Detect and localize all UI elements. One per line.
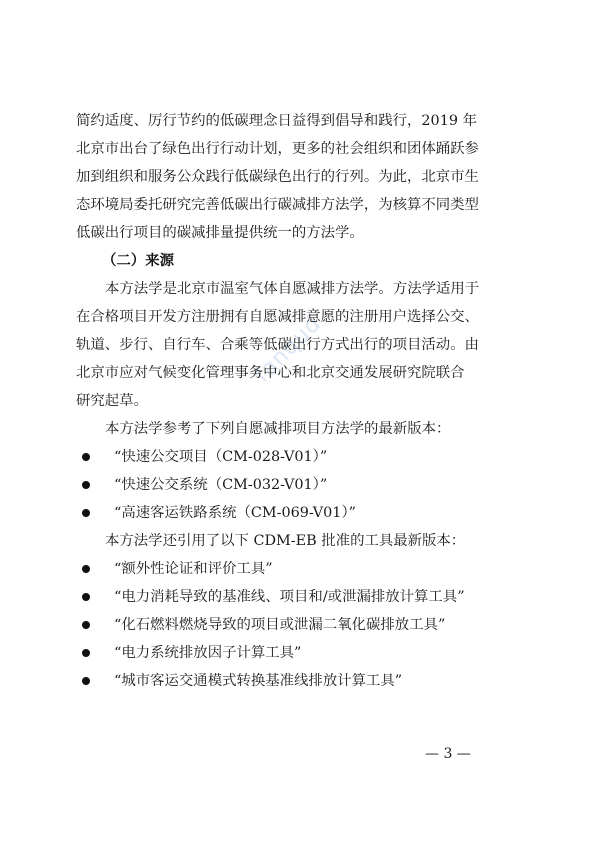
bullet-dot-icon: [82, 593, 90, 601]
tool-text: “电力系统排放因子计算工具”: [114, 645, 302, 661]
paragraph-2-line-1: 本方法学是北京市温室气体自愿减排方法学。方法学适用于: [105, 281, 480, 297]
paragraph-4: 本方法学还引用了以下 CDM-EB 批准的工具最新版本：: [105, 533, 466, 549]
paragraph-1-line-5: 低碳出行项目的碳减排量提供统一的方法学。: [76, 225, 364, 241]
paragraph-1-line-1: 简约适度、厉行节约的低碳理念日益得到倡导和践行，2019 年: [76, 113, 477, 129]
bullet-dot-icon: [82, 453, 90, 461]
paragraph-1-line-2: 北京市出台了绿色出行行动计划，更多的社会组织和团体踊跃参: [76, 141, 479, 157]
bullet-dot-icon: [82, 649, 90, 657]
paragraph-1-line-3: 加到组织和服务公众践行低碳绿色出行的行列。为此，北京市生: [76, 169, 479, 185]
paragraph-2-line-2: 在合格项目开发方注册拥有自愿减排意愿的注册用户选择公交、: [76, 309, 479, 325]
paragraph-2-line-4: 北京市应对气候变化管理事务中心和北京交通发展研究院联合: [76, 365, 465, 381]
bullet-dot-icon: [82, 621, 90, 629]
watermark: fanqud: [250, 311, 327, 388]
bullet-dot-icon: [82, 677, 90, 685]
bullet-dot-icon: [82, 509, 90, 517]
reference-text: “高速客运铁路系统（CM-069-V01）”: [114, 505, 357, 521]
reference-text: “快速公交系统（CM-032-V01）”: [114, 477, 328, 493]
tool-text: “城市客运交通模式转换基准线排放计算工具”: [114, 673, 403, 689]
tool-text: “额外性论证和评价工具”: [114, 561, 273, 577]
paragraph-2-line-5: 研究起草。: [76, 393, 148, 409]
tool-text: “化石燃料燃烧导致的项目或泄漏二氧化碳排放工具”: [114, 617, 446, 633]
paragraph-1-line-4: 态环境局委托研究完善低碳出行碳减排方法学，为核算不同类型: [76, 197, 479, 213]
bullet-dot-icon: [82, 565, 90, 573]
section-heading: （二）来源: [102, 252, 174, 269]
reference-text: “快速公交项目（CM-028-V01）”: [114, 449, 328, 465]
paragraph-3: 本方法学参考了下列自愿减排项目方法学的最新版本：: [105, 421, 451, 437]
paragraph-2-line-3: 轨道、步行、自行车、合乘等低碳出行方式出行的项目活动。由: [76, 337, 479, 353]
page-number: — 3 —: [425, 746, 471, 762]
bullet-dot-icon: [82, 481, 90, 489]
tool-text: “电力消耗导致的基准线、项目和/或泄漏排放计算工具”: [114, 589, 465, 605]
